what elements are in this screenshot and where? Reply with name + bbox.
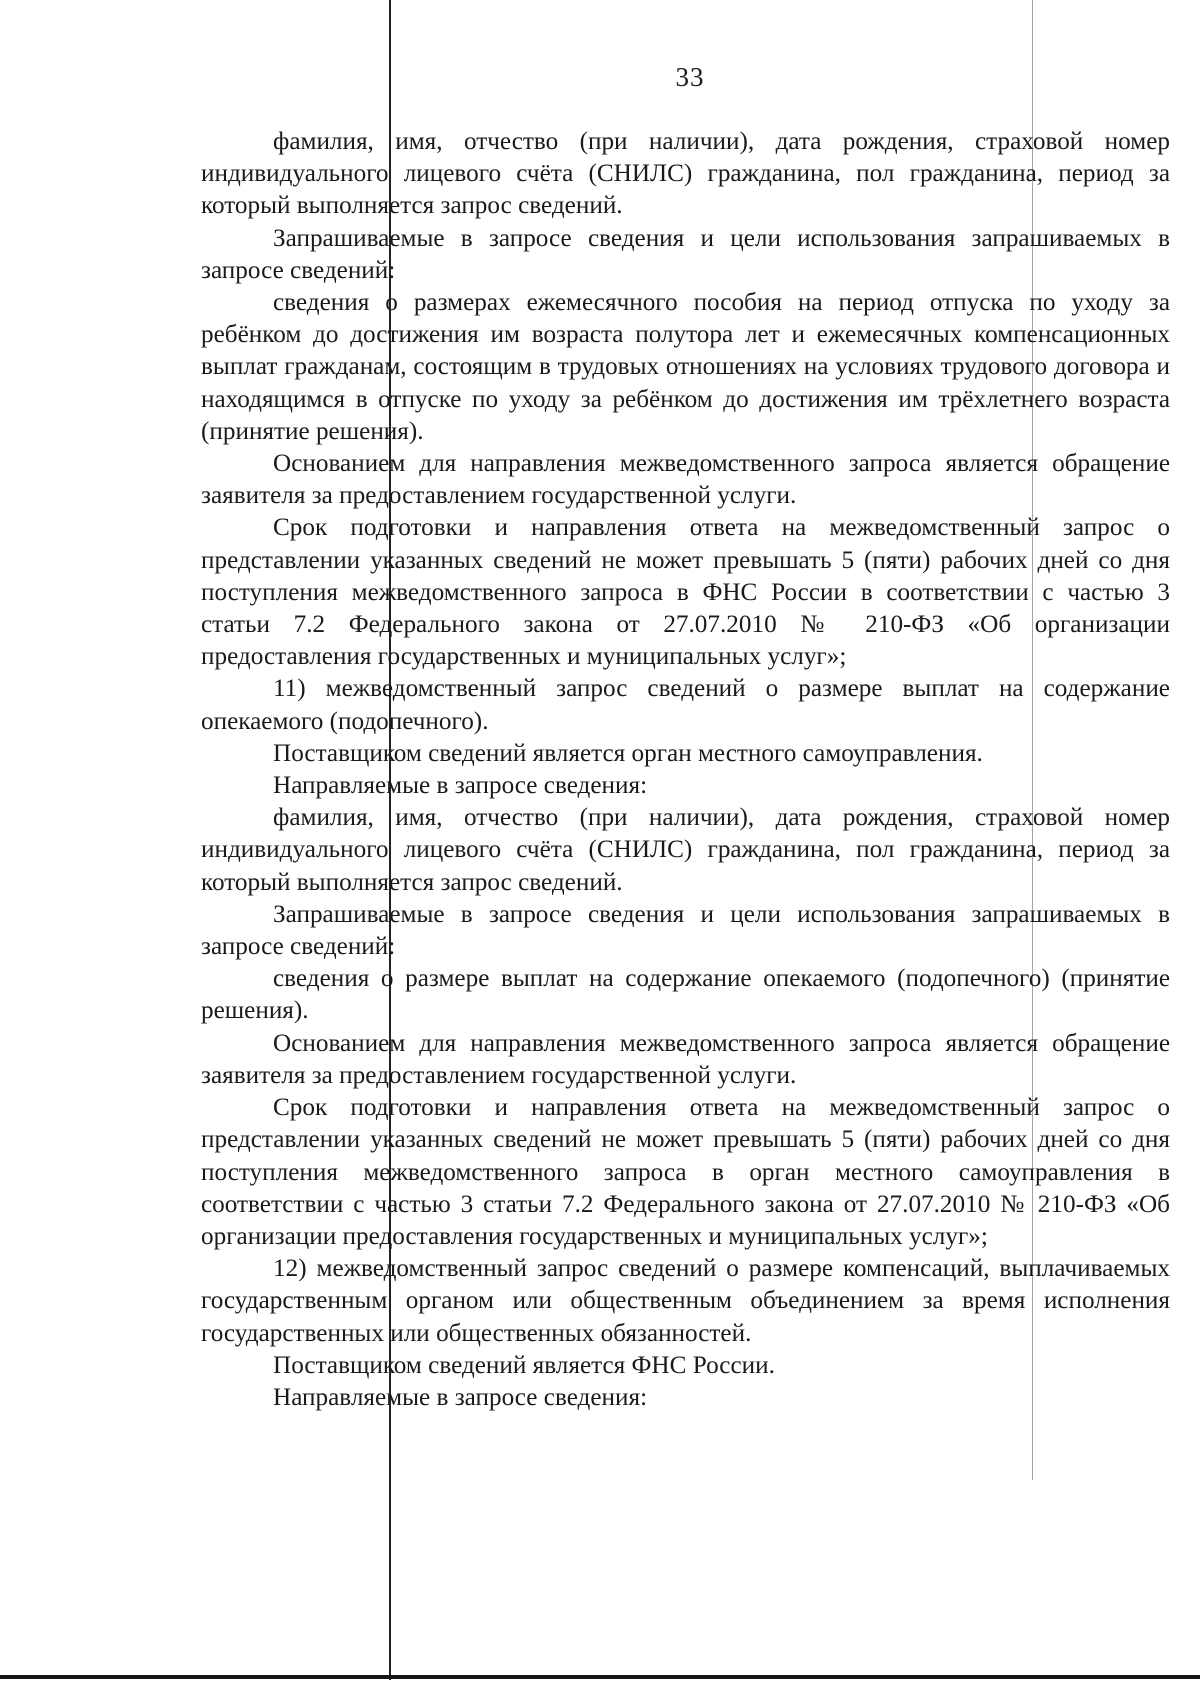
- paragraph-sent-info-heading-2: Направляемые в запросе сведения:: [273, 1383, 648, 1411]
- paragraph-response-deadline-1: Срок подготовки и направления ответа на межведомственный запрос о представлении указанных сведений не может превышать 5 (пяти) рабочих дней со дня поступления межведомственного запроса в ФНС России в соответствии с частью 3 статьи 7.2 Федерального закона от 27.07.2010 № 210-ФЗ «Об организации предоставления государственных и муниципальных услуг»;: [201, 514, 1170, 671]
- paragraph-childcare-allowance-info: сведения о размерах ежемесячного пособия на период отпуска по уходу за ребёнком до достижения им возраста полутора лет и ежемесячных компенсационных выплат гражданам, состоящим в трудовых отношениях на условиях трудового договора и находящимся в отпуске по уходу за ребёнком до достижения им трёхлетнего возраста (принятие решения).: [201, 289, 1170, 445]
- paragraph-applicant-data-1: фамилия, имя, отчество (при наличии), дата рождения, страховой номер индивидуального лицевого счёта (СНИЛС) гражданина, пол гражданина, период за который выполняется запрос сведений.: [201, 128, 1170, 220]
- paragraph-item-12-heading: 12) межведомственный запрос сведений о размере компенсаций, выплачиваемых государственным органом или общественным объединением за время исполнения государственных или общественных обязанностей.: [201, 1255, 1170, 1347]
- paragraph-applicant-data-2: фамилия, имя, отчество (при наличии), дата рождения, страховой номер индивидуального лицевого счёта (СНИЛС) гражданина, пол гражданина, период за который выполняется запрос сведений.: [201, 804, 1170, 896]
- paragraph-requested-info-heading-2: Запрашиваемые в запросе сведения и цели использования запрашиваемых в запросе сведений:: [201, 900, 1170, 961]
- paragraph-provider-1: Поставщиком сведений является орган местного самоуправления.: [273, 739, 983, 767]
- document-body: [201, 126, 1170, 1414]
- page-number: 33: [675, 62, 705, 92]
- paragraph-sent-info-heading-1: Направляемые в запросе сведения:: [273, 772, 648, 800]
- paragraph-request-grounds-2: Основанием для направления межведомственного запроса является обращение заявителя за предоставлением государственной услуги.: [201, 1029, 1170, 1089]
- paragraph-item-11-heading: 11) межведомственный запрос сведений о размере выплат на содержание опекаемого (подопечного).: [201, 675, 1170, 735]
- paragraph-guardianship-payments-info: сведения о размере выплат на содержание опекаемого (подопечного) (принятие решения).: [201, 965, 1170, 1025]
- paragraph-response-deadline-2: Срок подготовки и направления ответа на межведомственный запрос о представлении указанных сведений не может превышать 5 (пяти) рабочих дней со дня поступления межведомственного запроса в орган местного самоуправления в соответствии с частью 3 статьи 7.2 Федерального закона от 27.07.2010 № 210-ФЗ «Об организации предоставления государственных и муниципальных услуг»;: [201, 1094, 1170, 1250]
- paragraph-provider-2: Поставщиком сведений является ФНС России.: [273, 1351, 775, 1379]
- paragraph-request-grounds-1: Основанием для направления межведомственного запроса является обращение заявителя за предоставлением государственной услуги.: [201, 450, 1170, 510]
- scan-artifact-bottom-edge: [0, 1675, 1200, 1679]
- paragraph-requested-info-heading-1: Запрашиваемые в запросе сведения и цели использования запрашиваемых в запросе сведений:: [201, 224, 1170, 284]
